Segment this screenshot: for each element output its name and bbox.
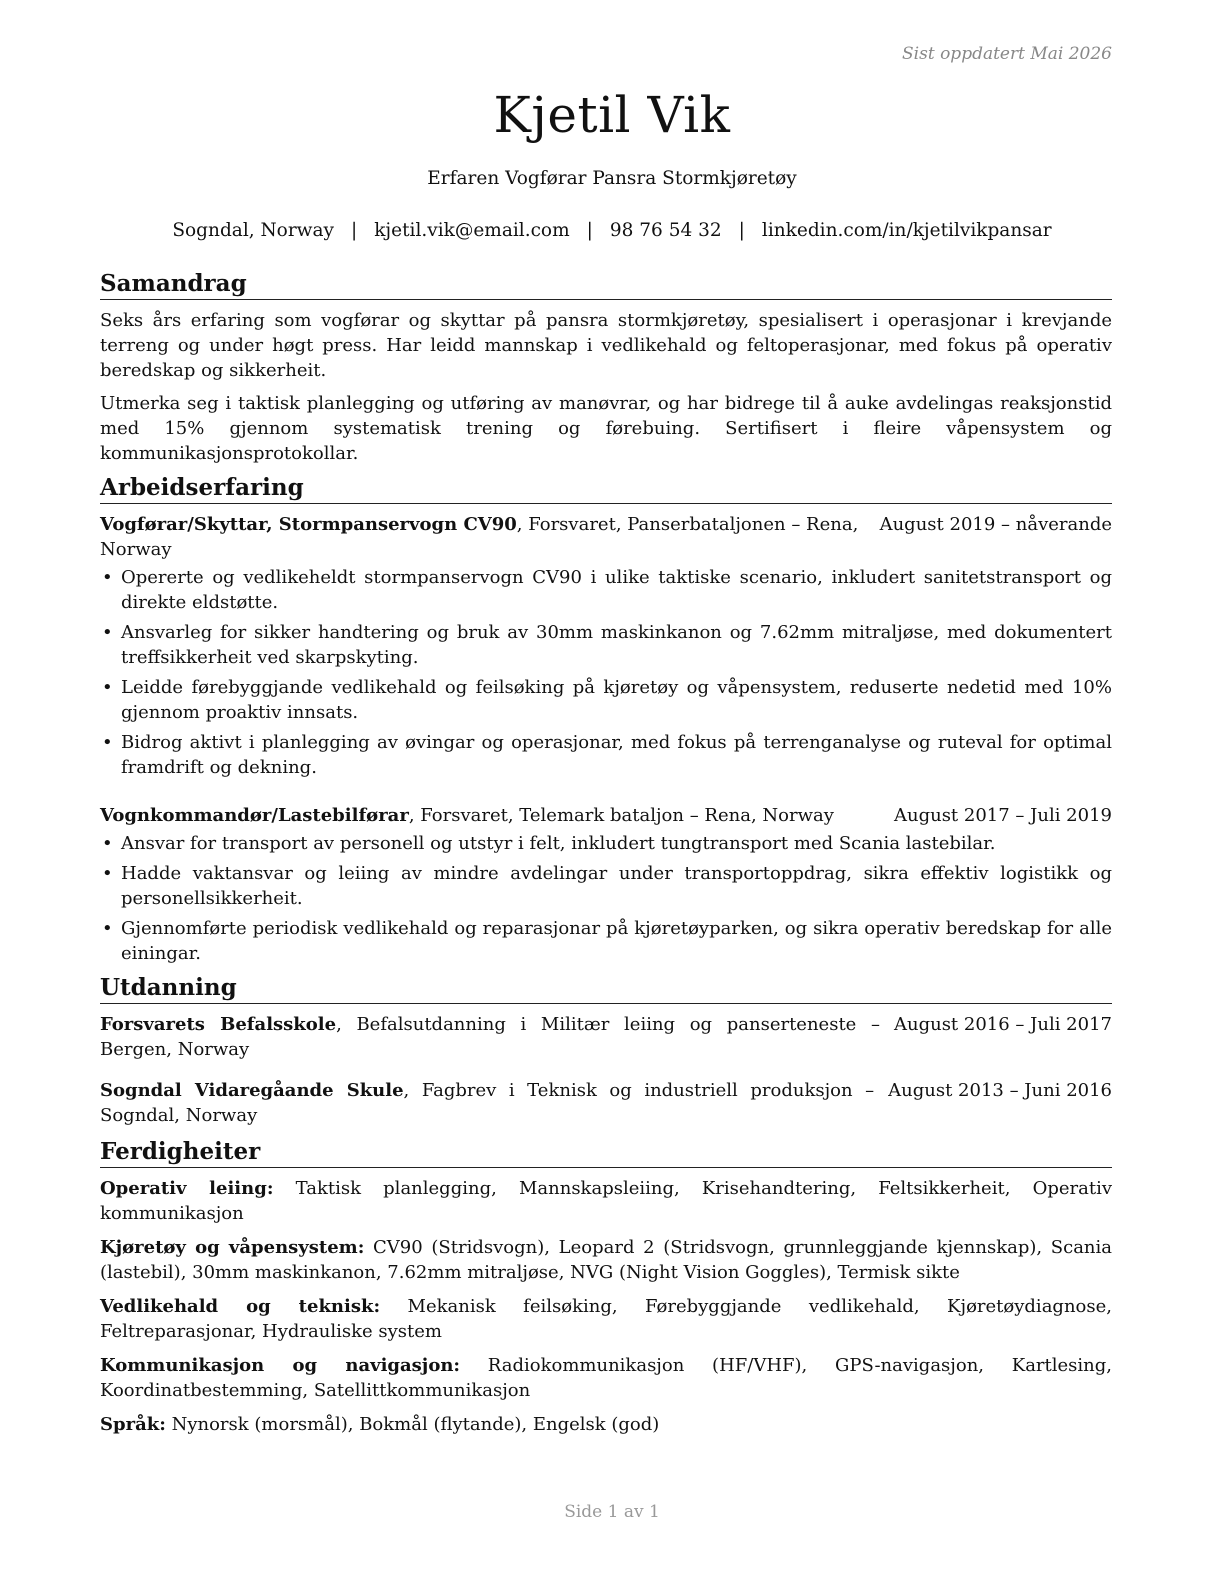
summary-section [100, 270, 1112, 466]
job-header [100, 512, 1112, 562]
job-bullet [100, 916, 1112, 966]
contact-separator: | [738, 220, 745, 241]
education-entry [100, 1078, 1112, 1128]
skill-label: Kommunikasjon og navigasjon: [100, 1355, 461, 1376]
contact-separator: | [586, 220, 593, 241]
skill-label: Kjøretøy og våpensystem: [100, 1237, 365, 1258]
education-school: Forsvarets Befalsskole [100, 1014, 337, 1035]
summary-heading: Samandrag [100, 270, 1112, 300]
skill-value: Mekanisk feilsøking, Førebyggjande vedlikehald, Kjøretøydiagnose, Feltreparasjonar, Hydrauliske system [100, 1296, 1112, 1342]
contact-line [0, 220, 1224, 241]
job-entry [100, 803, 1112, 966]
summary-paragraph: Seks års erfaring som vogførar og skyttar på pansra stormkjøretøy, spesialisert i operasjonar i krevjande terreng og under høgt press. Har leidd mannskap i vedlikehald og feltoperasjonar, med fokus på operativ beredskap og sikkerheit. [100, 310, 1112, 381]
job-bullet-text: Bidrog aktivt i planlegging av øvingar og operasjonar, med fokus på terrenganalyse og ruteval for optimal framdrift og dekning. [121, 732, 1112, 778]
job-bullet [100, 675, 1112, 725]
job-header [100, 803, 1112, 828]
job-bullet [100, 565, 1112, 615]
education-heading: Utdanning [100, 974, 1112, 1004]
skill-row [100, 1176, 1112, 1226]
bullet-icon: • [102, 622, 113, 643]
job-bullet-list [100, 565, 1112, 780]
skill-row [100, 1412, 1112, 1437]
bullet-icon: • [102, 567, 113, 588]
resume-body [100, 270, 1112, 1446]
education-school: Sogndal Vidaregåande Skule [100, 1080, 404, 1101]
skill-label: Operativ leiing: [100, 1178, 274, 1199]
job-organisation: , Forsvaret, Telemark bataljon – Rena, Norway [408, 805, 834, 826]
bullet-icon: • [102, 863, 113, 884]
skill-value: Nynorsk (morsmål), Bokmål (flytande), Engelsk (god) [165, 1414, 660, 1435]
skills-section [100, 1138, 1112, 1437]
job-role [100, 803, 880, 828]
skill-row [100, 1294, 1112, 1344]
skill-row [100, 1235, 1112, 1285]
job-role [100, 512, 866, 562]
job-bullet [100, 861, 1112, 911]
job-dates: August 2019 – nåverande [879, 514, 1112, 535]
education-dates: August 2016 – Juli 2017 [893, 1014, 1112, 1035]
job-bullet-text: Hadde vaktansvar og leiing av mindre avdelingar under transportoppdrag, sikra effektiv logistikk og personellsikkerheit. [121, 863, 1112, 909]
skills-heading: Ferdigheiter [100, 1138, 1112, 1168]
job-bullet-list [100, 831, 1112, 966]
job-bullet-text: Leidde førebyggjande vedlikehald og feilsøking på kjøretøy og våpensystem, reduserte nedetid med 10% gjennom proaktiv innsats. [121, 677, 1112, 723]
education-description [100, 1078, 874, 1128]
skill-value: CV90 (Stridsvogn), Leopard 2 (Stridsvogn, grunnleggjande kjennskap), Scania (lastebil), 30mm maskinkanon, 7.62mm mitraljøse, NVG (Night Vision Goggles), Termisk sikte [100, 1237, 1113, 1283]
job-entry [100, 512, 1112, 780]
bullet-icon: • [102, 677, 113, 698]
job-bullet [100, 831, 1112, 856]
education-detail: , Befalsutdanning i Militær leiing og panserteneste – Bergen, Norway [100, 1014, 880, 1060]
experience-heading: Arbeidserfaring [100, 474, 1112, 504]
summary-paragraph: Utmerka seg i taktisk planlegging og utføring av manøvrar, og har bidrege til å auke avdelingas reaksjonstid med 15% gjennom systematisk trening og førebuing. Sertifisert i fleire våpensystem og kommunikasjonsprotokollar. [100, 393, 1112, 464]
job-bullet [100, 620, 1112, 670]
last-updated: Sist oppdatert Mai 2026 [902, 44, 1112, 64]
skill-row [100, 1353, 1112, 1403]
job-title: Vognkommandør/Lastebilførar [100, 805, 409, 826]
job-title: Vogførar/Skyttar, Stormpanservogn CV90 [100, 514, 517, 535]
education-section [100, 974, 1112, 1128]
job-bullet-text: Gjennomførte periodisk vedlikehald og reparasjonar på kjøretøyparken, og sikra operativ beredskap for alle einingar. [121, 918, 1112, 964]
bullet-icon: • [102, 732, 113, 753]
education-dates: August 2013 – Juni 2016 [888, 1080, 1112, 1101]
candidate-name: Kjetil Vik [493, 86, 731, 144]
education-detail: , Fagbrev i Teknisk og industriell produksjon – Sogndal, Norway [100, 1080, 875, 1126]
contact-separator: | [350, 220, 358, 241]
job-dates: August 2017 – Juli 2019 [893, 805, 1112, 826]
candidate-title: Erfaren Vogførar Pansra Stormkjøretøy [427, 168, 797, 189]
contact-email-link[interactable]: kjetil.vik@email.com [374, 220, 570, 241]
education-description [100, 1012, 880, 1062]
job-organisation: , Forsvaret, Panserbataljonen – Rena, Norway [100, 514, 859, 560]
page-number: Side 1 av 1 [564, 1502, 660, 1522]
bullet-icon: • [102, 833, 113, 854]
bullet-icon: • [102, 918, 113, 939]
education-entry [100, 1012, 1112, 1062]
job-bullet [100, 730, 1112, 780]
job-bullet-text: Ansvarleg for sikker handtering og bruk av 30mm maskinkanon og 7.62mm mitraljøse, med dokumentert treffsikkerheit ved skarpskyting. [121, 622, 1112, 668]
job-bullet-text: Opererte og vedlikeheldt stormpanservogn CV90 i ulike taktiske scenario, inkludert sanitetstransport og direkte eldstøtte. [121, 567, 1112, 613]
job-bullet-text: Ansvar for transport av personell og utstyr i felt, inkludert tungtransport med Scania lastebilar. [121, 833, 996, 854]
skill-value: Taktisk planlegging, Mannskapsleiing, Krisehandtering, Feltsikkerheit, Operativ kommunikasjon [100, 1178, 1112, 1224]
skill-label: Språk: [100, 1414, 166, 1435]
experience-section [100, 474, 1112, 966]
contact-phone: 98 76 54 32 [609, 220, 722, 241]
skill-value: Radiokommunikasjon (HF/VHF), GPS-navigasjon, Kartlesing, Koordinatbestemming, Satellittkommunikasjon [100, 1355, 1112, 1401]
contact-location: Sogndal, Norway [172, 220, 334, 241]
contact-linkedin-link[interactable]: linkedin.com/in/kjetilvikpansar [761, 220, 1052, 241]
skill-label: Vedlikehald og teknisk: [100, 1296, 381, 1317]
